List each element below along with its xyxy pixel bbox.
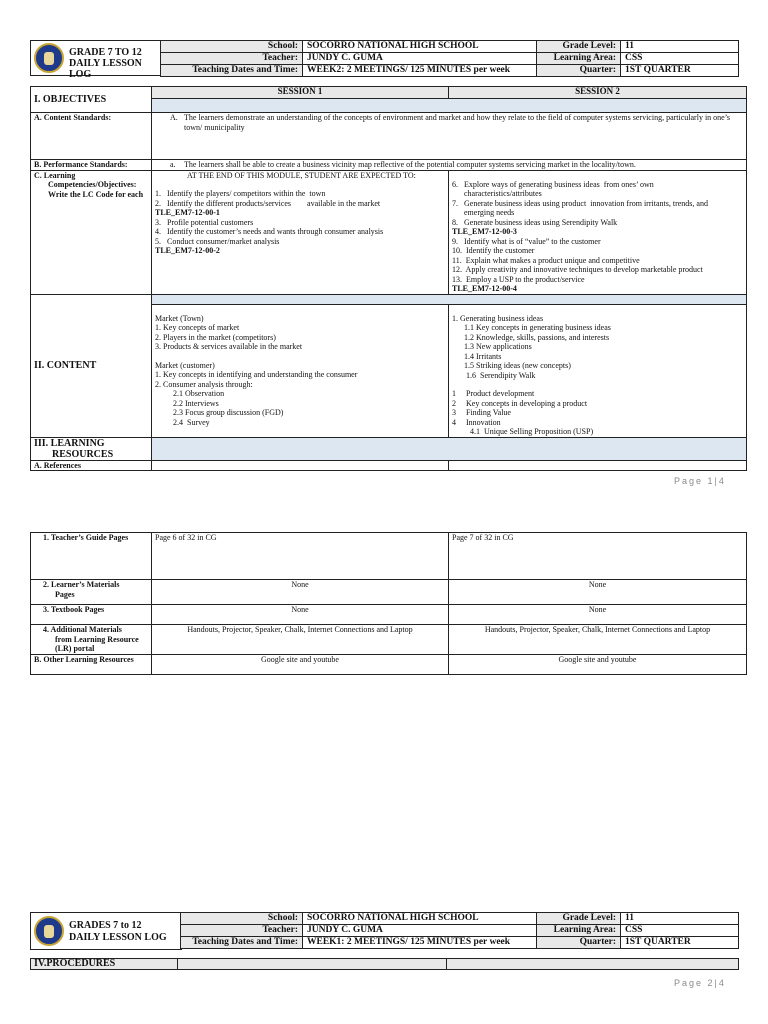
- objectives-heading-text: I. OBJECTIVES: [34, 93, 107, 105]
- s2-content-subitem: 1.6 Serendipity Walk: [464, 370, 536, 380]
- s2-code-1: TLE_EM7-12-00-3: [452, 227, 517, 236]
- s2-competency-item: 6. Explore ways of generating business ideas from ones’ own: [452, 179, 654, 189]
- s2-content-item: 1 Product development: [452, 389, 535, 398]
- content-heading-text: II. CONTENT: [34, 359, 97, 371]
- procedures-heading: IV.PROCEDURES: [31, 959, 178, 970]
- area-value: CSS: [621, 925, 739, 937]
- teachers-guide-s1: Page 6 of 32 in CG: [152, 533, 449, 580]
- lesson-log-table: [30, 86, 747, 471]
- s2-competency-item: 8. Generate business ideas using Serendipity Walk: [452, 217, 618, 227]
- session1-heading: SESSION 1: [152, 87, 449, 99]
- learners-materials-label-2: Pages: [55, 589, 75, 599]
- learners-materials-label-1: 2. Learner’s Materials: [43, 580, 120, 589]
- school-value: SOCORRO NATIONAL HIGH SCHOOL: [303, 41, 537, 53]
- session1-content: [152, 304, 449, 437]
- s1-content-item: Market (Town): [155, 313, 204, 323]
- s1-competency-list-a: [155, 189, 445, 208]
- other-resources-label: B. Other Learning Resources: [31, 655, 152, 675]
- s1-competency-item: 1. Identify the players/ competitors within the town: [155, 189, 326, 198]
- school-label: School:: [161, 41, 303, 53]
- s2-content-list-b: [452, 389, 743, 427]
- additional-materials-label-2: from Learning Resource: [55, 634, 139, 644]
- procedures-s1: [178, 959, 447, 970]
- area-value: CSS: [621, 53, 739, 65]
- s2-competency-item: 7. Generate business ideas using product innovation from irritants, trends, and: [452, 198, 708, 208]
- deped-seal-icon: [34, 916, 64, 946]
- competencies-label-3: Write the LC Code for each: [48, 189, 144, 199]
- additional-materials-s2: Handouts, Projector, Speaker, Chalk, Internet Connections and Laptop: [449, 625, 747, 655]
- resources-band: [152, 437, 747, 460]
- grade-label: Grade Level:: [537, 913, 621, 925]
- s1-intro: AT THE END OF THIS MODULE, STUDENT ARE EXPECTED TO:: [187, 170, 416, 180]
- textbook-s1: None: [152, 605, 449, 625]
- references-label: A. References: [31, 460, 152, 471]
- header-info-table: [160, 40, 739, 77]
- s2-content-subitem: 1.2 Knowledge, skills, passions, and interests: [464, 332, 610, 342]
- performance-marker: a.: [170, 160, 176, 169]
- resources-table: [30, 532, 747, 675]
- teacher-value: JUNDY C. GUMA: [303, 53, 537, 65]
- s1-content-item: [155, 352, 445, 361]
- area-label: Learning Area:: [537, 925, 621, 937]
- additional-materials-label-3: (LR) portal: [55, 644, 95, 653]
- deped-seal-icon: [34, 43, 64, 73]
- competencies-label-2: Competencies/Objectives:: [48, 180, 137, 189]
- s2-competency-item: 13. Employ a USP to the product/service: [452, 274, 585, 284]
- grade-value: 11: [621, 913, 739, 925]
- competencies-label: [31, 170, 152, 294]
- additional-materials-label: [31, 625, 152, 655]
- s2-code-2: TLE_EM7-12-00-4: [452, 284, 517, 293]
- references-s2: [449, 460, 747, 471]
- s2-competency-list-b: [452, 237, 743, 285]
- additional-materials-s1: Handouts, Projector, Speaker, Chalk, Internet Connections and Laptop: [152, 625, 449, 655]
- objectives-heading: [31, 87, 152, 113]
- s1-code-2: TLE_EM7-12-00-2: [155, 246, 220, 255]
- s2-content-subitem: 1.3 New applications: [464, 342, 532, 351]
- s2-content-sublist: [452, 323, 743, 380]
- quarter-label: Quarter:: [537, 937, 621, 949]
- header-title-line1: GRADE 7 TO 12: [69, 47, 142, 58]
- performance-standards-text: [152, 160, 747, 171]
- s1-content-list: [155, 314, 445, 390]
- resources-heading: [31, 437, 152, 460]
- s1-content-item: 2. Consumer analysis through:: [155, 379, 253, 389]
- session2-content: [449, 304, 747, 437]
- teachers-guide-label: 1. Teacher’s Guide Pages: [31, 533, 152, 580]
- other-resources-s1: Google site and youtube: [152, 655, 449, 675]
- s2-content-sublist-b: [452, 427, 743, 437]
- s1-content-item: 3. Products & services available in the market: [155, 342, 303, 351]
- s1-content-subitem: 2.4 Survey: [173, 417, 210, 427]
- session2-heading: SESSION 2: [449, 87, 747, 99]
- dates-value: WEEK1: 2 MEETINGS/ 125 MINUTES per week: [303, 937, 537, 949]
- header2-title-line2: DAILY LESSON LOG: [69, 932, 167, 943]
- quarter-label: Quarter:: [537, 65, 621, 77]
- s2-content-item: 3 Finding Value: [452, 408, 511, 417]
- content-standards-label: A. Content Standards:: [31, 113, 152, 160]
- s1-competency-item: 4. Identify the customer’s needs and wants through consumer analysis: [155, 227, 384, 236]
- teachers-guide-s2: Page 7 of 32 in CG: [449, 533, 747, 580]
- dates-label: Teaching Dates and Time:: [181, 937, 303, 949]
- s1-content-subitem: 2.1 Observation: [173, 389, 225, 398]
- session2-competencies: [449, 170, 747, 294]
- s2-competency-item: 10. Identify the customer: [452, 246, 535, 255]
- s2-content-subitem: 4.1 Unique Selling Proposition (USP): [470, 427, 594, 436]
- s1-content-item: 1. Key concepts of market: [155, 323, 240, 332]
- textbook-label: 3. Textbook Pages: [31, 605, 152, 625]
- dates-value: WEEK2: 2 MEETINGS/ 125 MINUTES per week: [303, 65, 537, 77]
- additional-materials-label-1: 4. Additional Materials: [43, 625, 122, 634]
- header2-info-table: [180, 912, 739, 949]
- s1-code-1: TLE_EM7-12-00-1: [155, 208, 220, 217]
- header2-title-line1: GRADES 7 to 12: [69, 920, 142, 931]
- s1-competency-item: 5. Conduct consumer/market analysis: [155, 236, 280, 246]
- s2-content-item: 1. Generating business ideas: [452, 313, 544, 323]
- quarter-value: 1ST QUARTER: [621, 65, 739, 77]
- content-standards-marker: A.: [170, 113, 178, 122]
- learners-materials-label: [31, 580, 152, 605]
- content-heading: [31, 294, 152, 437]
- content-band: [152, 294, 747, 304]
- competencies-label-1: C. Learning: [34, 170, 76, 180]
- s2-competency-item: 12. Apply creativity and innovative techniques to develop marketable product: [452, 265, 703, 274]
- performance-body: The learners shall be able to create a business vicinity map reflective of the potential computer systems servicing market in the locality/town.: [184, 160, 636, 169]
- s2-competency-item: characteristics/attributes: [452, 189, 542, 198]
- school-label: School:: [181, 913, 303, 925]
- s2-content-subitem: 1.1 Key concepts in generating business ideas: [464, 323, 611, 332]
- learners-materials-s1: None: [152, 580, 449, 605]
- s1-content-item: 2. Players in the market (competitors): [155, 332, 276, 342]
- s2-content-subitem: 1.5 Striking ideas (new concepts): [464, 361, 571, 370]
- session1-competencies: [152, 170, 449, 294]
- grade-value: 11: [621, 41, 739, 53]
- s2-competency-item: emerging needs: [452, 208, 515, 217]
- grade-label: Grade Level:: [537, 41, 621, 53]
- s1-content-subitem: 2.3 Focus group discussion (FGD): [173, 408, 284, 417]
- s1-content-subitem: 2.2 Interviews: [173, 398, 219, 408]
- references-s1: [152, 460, 449, 471]
- area-label: Learning Area:: [537, 53, 621, 65]
- s1-competency-item: 3. Profile potential customers: [155, 217, 254, 227]
- s1-content-sublist: [155, 389, 445, 427]
- school-value: SOCORRO NATIONAL HIGH SCHOOL: [303, 913, 537, 925]
- s1-competency-item: 2. Identify the different products/services available in the market: [155, 198, 381, 208]
- s2-content-item: 4 Innovation: [452, 417, 501, 427]
- s2-content-subitem: 1.4 Irritants: [464, 351, 502, 361]
- teacher-value: JUNDY C. GUMA: [303, 925, 537, 937]
- teacher-label: Teacher:: [181, 925, 303, 937]
- performance-standards-label: B. Performance Standards:: [31, 160, 152, 171]
- s2-competency-item: 11. Explain what makes a product unique and competitive: [452, 255, 640, 265]
- s2-competency-item: 9. Identify what is of “value” to the customer: [452, 236, 601, 246]
- s2-content-item: 2 Key concepts in developing a product: [452, 398, 588, 408]
- s2-competency-list-a: [452, 180, 743, 228]
- header2-logo-box: [30, 912, 182, 950]
- page-number-2: Page 2|4: [674, 978, 726, 988]
- learners-materials-s2: None: [449, 580, 747, 605]
- resources-heading-2: RESOURCES: [52, 448, 114, 460]
- resources-heading-1: III. LEARNING: [34, 437, 105, 449]
- textbook-s2: None: [449, 605, 747, 625]
- page-number-1: Page 1|4: [674, 476, 726, 486]
- content-standards-body: The learners demonstrate an understanding of the concepts of environment and market and how they relate to the field of computer systems servicing, particularly in one’s town/ municipality: [184, 113, 731, 132]
- header-logo-box: [30, 40, 162, 80]
- content-standards-text: [152, 113, 747, 160]
- objectives-band: [152, 99, 747, 113]
- s1-competency-list-b: [155, 218, 445, 247]
- header-title-line2: DAILY LESSON LOG: [69, 58, 142, 80]
- other-resources-s2: Google site and youtube: [449, 655, 747, 675]
- teacher-label: Teacher:: [161, 53, 303, 65]
- s2-content-list: [452, 314, 743, 324]
- dates-label: Teaching Dates and Time:: [161, 65, 303, 77]
- s1-content-item: Market (customer): [155, 360, 215, 370]
- quarter-value: 1ST QUARTER: [621, 937, 739, 949]
- s1-content-item: 1. Key concepts in identifying and understanding the consumer: [155, 370, 358, 379]
- procedures-table: [30, 958, 739, 970]
- procedures-s2: [447, 959, 739, 970]
